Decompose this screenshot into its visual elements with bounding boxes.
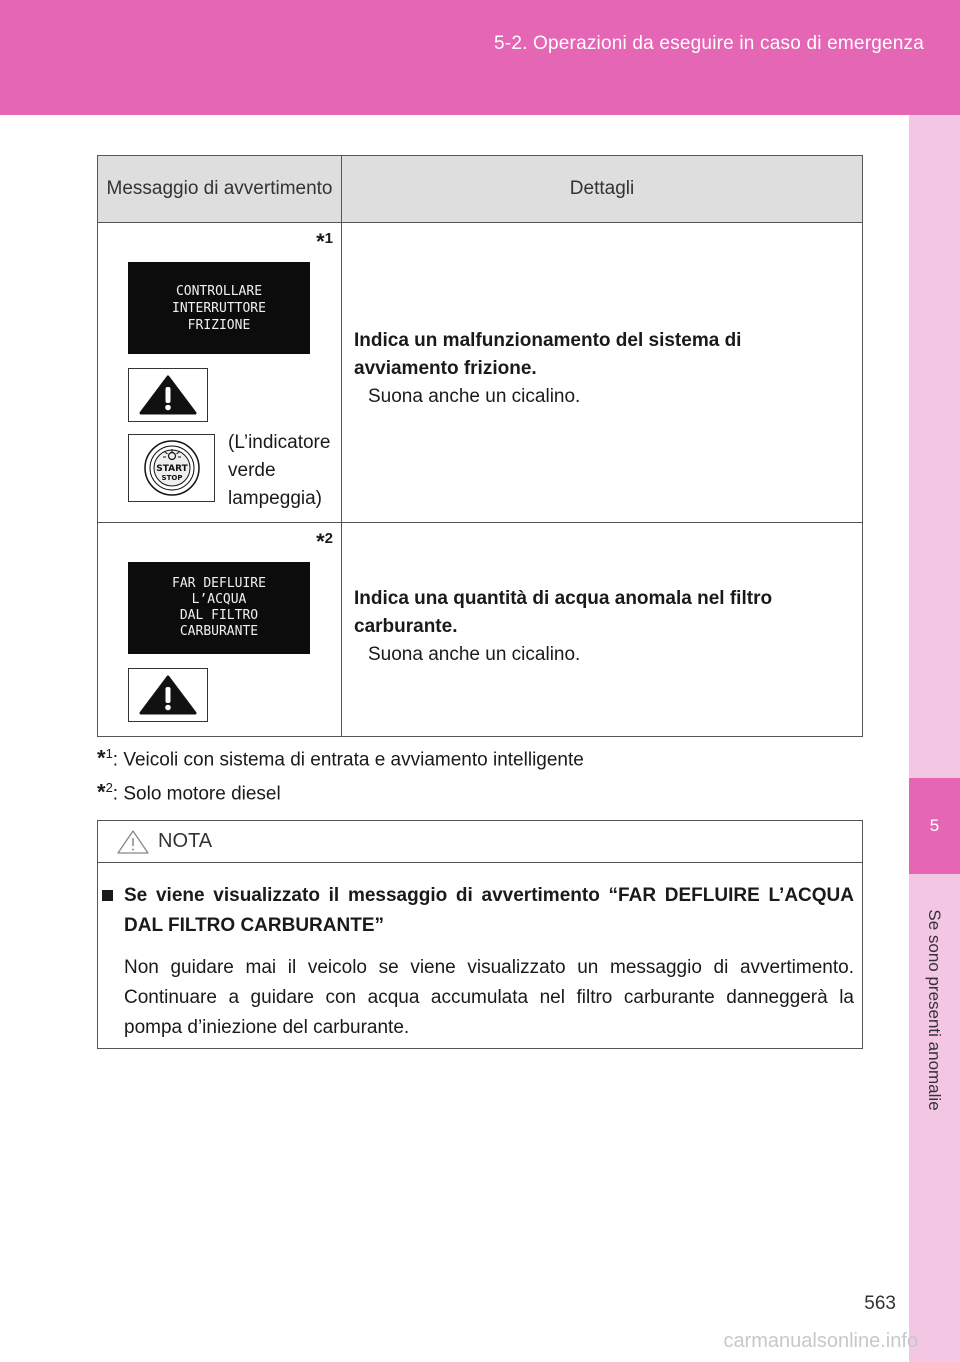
warning-messages-table [97,155,863,737]
caution-triangle-icon [116,829,150,855]
bullet-square-icon [102,890,113,901]
footnotes [97,740,584,809]
footnote-marker: *1 [316,229,333,254]
table-row [98,223,863,523]
detail-cell [342,223,863,523]
detail-note: Suona anche un cicalino. [368,644,581,665]
column-header-details: Dettagli [342,156,863,223]
table-row [98,523,863,737]
nota-header [98,821,862,863]
page-number: 563 [864,1293,896,1314]
nota-box [97,820,863,1049]
start-stop-switch-icon [128,434,215,502]
stop-label: STOP [161,474,182,482]
detail-note: Suona anche un cicalino. [368,386,581,407]
nota-title: NOTA [158,830,213,852]
message-cell [98,523,342,737]
detail-cell [342,523,863,737]
master-warning-icon [128,368,208,422]
table-header-row [98,156,863,223]
indicator-note: (L’indicatore verde lampeggia) [228,432,331,509]
chapter-label: Se sono presenti anomalie [925,909,944,1111]
start-label: START [155,464,188,474]
master-warning-icon [128,668,208,722]
section-title: 5-2. Operazioni da eseguire in caso di emergenza [494,33,924,54]
watermark: carmanualsonline.info [723,1330,918,1352]
detail-description: Indica un malfunzionamento del sistema di avviamento frizione. [354,330,742,379]
detail-description: Indica una quantità di acqua anomala nel filtro carburante. [354,588,773,637]
nota-text: Non guidare mai il veicolo se viene visualizzato un messaggio di avvertimento. Continuare a guidare con acqua accumulata nel filtro carburante danneggerà la pompa d’iniezione del carburante. [124,957,854,1038]
display-message-clutch: CONTROLLARE INTERRUTTORE FRIZIONE [128,262,310,354]
footnote-1: *$^1$: Veicoli con sistema di entrata e avviamento intelligente [97,745,584,771]
nota-heading: Se viene visualizzato il messaggio di avvertimento “FAR DEFLUIRE L’ACQUA DAL FILTRO CARBURANTE” [124,881,854,941]
message-cell [98,223,342,523]
header-band [0,0,960,115]
footnote-marker: *2 [316,529,333,554]
footnote-2: *$^2$: Solo motore diesel [97,779,281,805]
chapter-side-tab [909,115,960,1362]
column-header-message: Messaggio di avvertimento [98,156,342,223]
chapter-number: 5 [909,778,960,874]
display-message-fuel-filter: FAR DEFLUIRE L’ACQUA DAL FILTRO CARBURANTE [128,562,310,654]
